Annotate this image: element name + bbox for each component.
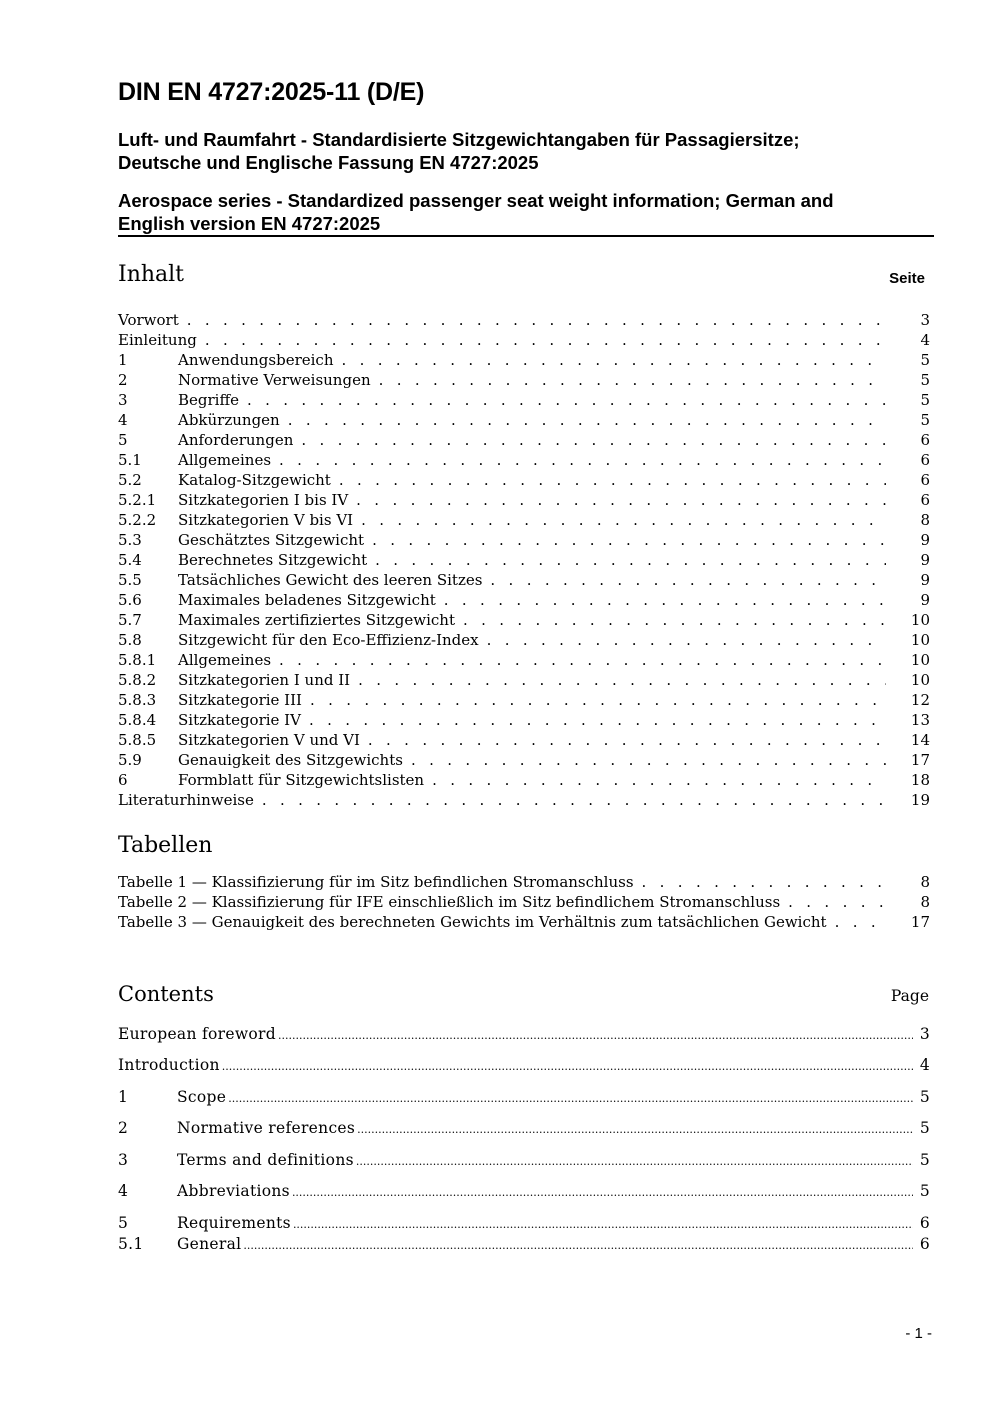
title-rule xyxy=(118,235,934,237)
table-entry-page: 8 xyxy=(920,893,930,911)
toc-leader-dots xyxy=(490,571,886,589)
toc-entry-number: 5.8.4 xyxy=(118,711,157,729)
toc-entry-title: Einleitung xyxy=(118,331,197,349)
contents-entry-page: 5 xyxy=(919,1088,930,1106)
toc-entry-page: 5 xyxy=(920,351,930,369)
contents-entry-page: 4 xyxy=(919,1056,930,1074)
toc-entry-page: 9 xyxy=(920,531,930,549)
table-entry-page: 8 xyxy=(920,873,930,891)
toc-entry-page: 9 xyxy=(920,591,930,609)
contents-entry-title: Introduction xyxy=(118,1056,220,1074)
contents-entry-title: Normative references xyxy=(177,1119,356,1137)
toc-leader-dots xyxy=(293,1218,913,1231)
toc-entry[interactable] xyxy=(118,591,930,611)
toc-leader-dots xyxy=(444,591,886,609)
table-entry-title: Tabelle 3 — Genauigkeit des berechneten Gewichts im Verhältnis zum tatsächlichen Gewicht xyxy=(118,913,827,931)
toc-entry-page: 4 xyxy=(920,331,930,349)
toc-entry-title: Sitzkategorien I und II xyxy=(178,671,351,689)
toc-entry-number: 5.8.2 xyxy=(118,671,157,689)
page-label: Page xyxy=(890,987,929,1005)
toc-entry[interactable] xyxy=(118,391,930,411)
toc-leader-dots xyxy=(835,913,886,931)
toc-entry-title: Literaturhinweise xyxy=(118,791,254,809)
toc-leader-dots xyxy=(339,471,886,489)
contents-entry-page: 5 xyxy=(919,1119,930,1137)
toc-entry-page: 12 xyxy=(910,691,930,709)
contents-entry[interactable] xyxy=(118,1119,930,1137)
toc-entry-title: Sitzkategorien I bis IV xyxy=(178,491,349,509)
toc-leader-dots xyxy=(356,1155,913,1168)
toc-leader-dots xyxy=(243,1239,913,1252)
toc-leader-dots xyxy=(788,893,886,911)
toc-entry[interactable] xyxy=(118,371,930,391)
toc-entry-number: 5.2.1 xyxy=(118,491,157,509)
toc-entry-page: 18 xyxy=(910,771,930,789)
toc-entry-page: 17 xyxy=(910,751,930,769)
document-number: DIN EN 4727:2025-11 (D/E) xyxy=(118,78,425,106)
toc-entry-page: 10 xyxy=(910,671,930,689)
toc-entry[interactable] xyxy=(118,611,930,631)
toc-entry-page: 5 xyxy=(920,411,930,429)
toc-entry[interactable] xyxy=(118,791,930,811)
toc-entry-number: 2 xyxy=(118,371,128,389)
toc-entry-page: 6 xyxy=(920,491,930,509)
toc-entry-number: 5.8 xyxy=(118,631,142,649)
contents-entry-page: 6 xyxy=(919,1214,930,1232)
english-title-line-2: English version EN 4727:2025 xyxy=(118,213,381,234)
contents-entry[interactable] xyxy=(118,1235,930,1253)
toc-entry-title: Geschätztes Sitzgewicht xyxy=(178,531,365,549)
toc-entry-page: 14 xyxy=(910,731,930,749)
toc-entry-page: 5 xyxy=(920,371,930,389)
toc-leader-dots xyxy=(642,873,886,891)
seite-label: Seite xyxy=(889,270,925,287)
table-entry[interactable] xyxy=(118,913,930,933)
toc-leader-dots xyxy=(205,331,886,349)
toc-entry-page: 6 xyxy=(920,451,930,469)
toc-entry-number: 4 xyxy=(118,411,128,429)
contents-entry[interactable] xyxy=(118,1088,930,1106)
contents-entry-number: 4 xyxy=(118,1182,129,1200)
toc-entry-page: 19 xyxy=(910,791,930,809)
toc-leader-dots xyxy=(487,631,886,649)
toc-entry-page: 9 xyxy=(920,551,930,569)
toc-entry[interactable] xyxy=(118,531,930,551)
toc-entry-number: 1 xyxy=(118,351,128,369)
toc-entry-title: Allgemeines xyxy=(178,651,272,669)
toc-entry[interactable] xyxy=(118,631,930,651)
toc-entry[interactable] xyxy=(118,731,930,751)
toc-leader-dots xyxy=(463,611,886,629)
toc-entry-number: 5.5 xyxy=(118,571,142,589)
toc-leader-dots xyxy=(372,531,886,549)
toc-entry[interactable] xyxy=(118,771,930,791)
toc-entry-number: 3 xyxy=(118,391,128,409)
german-title-line-1: Luft- und Raumfahrt - Standardisierte Sitzgewichtangaben für Passagiersitze; xyxy=(118,129,800,150)
footer-page-number: - 1 - xyxy=(905,1325,932,1342)
contents-entry-title: Requirements xyxy=(177,1214,291,1232)
toc-entry[interactable] xyxy=(118,471,930,491)
toc-leader-dots xyxy=(247,391,886,409)
german-title-line-2: Deutsche und Englische Fassung EN 4727:2025 xyxy=(118,152,539,173)
inhalt-toc xyxy=(118,311,930,811)
toc-entry-title: Normative Verweisungen xyxy=(178,371,371,389)
toc-entry-page: 13 xyxy=(910,711,930,729)
english-title-line-1: Aerospace series - Standardized passenger seat weight information; German and xyxy=(118,190,834,211)
contents-entry-number: 3 xyxy=(118,1151,129,1169)
toc-entry-page: 6 xyxy=(920,431,930,449)
table-entry-title: Tabelle 2 — Klassifizierung für IFE einschließlich im Sitz befindlichem Stromanschluss xyxy=(118,893,781,911)
toc-entry-number: 5.1 xyxy=(118,451,142,469)
contents-entry-title: Abbreviations xyxy=(177,1182,290,1200)
toc-entry-page: 10 xyxy=(910,631,930,649)
contents-entry-page: 5 xyxy=(919,1151,930,1169)
toc-entry-title: Sitzgewicht für den Eco-Effizienz-Index xyxy=(178,631,479,649)
toc-entry-page: 10 xyxy=(910,651,930,669)
toc-entry-title: Vorwort xyxy=(118,311,179,329)
toc-entry[interactable] xyxy=(118,751,930,771)
toc-leader-dots xyxy=(279,651,886,669)
toc-entry-title: Maximales zertifiziertes Sitzgewicht xyxy=(178,611,455,629)
toc-leader-dots xyxy=(187,311,886,329)
toc-leader-dots xyxy=(228,1092,913,1105)
contents-entry[interactable] xyxy=(118,1214,930,1232)
contents-entry-number: 1 xyxy=(118,1088,129,1106)
toc-entry[interactable] xyxy=(118,671,930,691)
toc-entry-title: Allgemeines xyxy=(178,451,272,469)
toc-leader-dots xyxy=(310,691,886,709)
toc-entry-title: Sitzkategorien V bis VI xyxy=(178,511,354,529)
contents-entry[interactable] xyxy=(118,1056,930,1074)
toc-entry-title: Sitzkategorie IV xyxy=(178,711,301,729)
contents-entry[interactable] xyxy=(118,1182,930,1200)
toc-entry[interactable] xyxy=(118,571,930,591)
toc-entry-number: 5.2 xyxy=(118,471,142,489)
toc-entry[interactable] xyxy=(118,311,930,331)
toc-entry-title: Genauigkeit des Sitzgewichts xyxy=(178,751,403,769)
toc-entry-title: Sitzkategorien V und VI xyxy=(178,731,360,749)
toc-entry[interactable] xyxy=(118,431,930,451)
toc-entry-number: 6 xyxy=(118,771,128,789)
inhalt-heading: Inhalt xyxy=(118,262,185,287)
english-title xyxy=(118,189,834,235)
toc-entry-title: Anwendungsbereich xyxy=(178,351,334,369)
toc-leader-dots xyxy=(411,751,886,769)
contents-entry[interactable] xyxy=(118,1025,930,1043)
contents-entry-title: Scope xyxy=(177,1088,227,1106)
contents-entry-page: 3 xyxy=(919,1025,930,1043)
toc-entry-page: 8 xyxy=(920,511,930,529)
toc-leader-dots xyxy=(358,671,886,689)
toc-leader-dots xyxy=(356,491,886,509)
toc-entry-page: 5 xyxy=(920,391,930,409)
toc-leader-dots xyxy=(309,711,886,729)
toc-entry-page: 9 xyxy=(920,571,930,589)
toc-entry[interactable] xyxy=(118,651,930,671)
toc-entry-title: Anforderungen xyxy=(178,431,294,449)
tabellen-heading: Tabellen xyxy=(118,833,213,858)
contents-entry-page: 6 xyxy=(919,1235,930,1253)
toc-leader-dots xyxy=(279,451,886,469)
toc-leader-dots xyxy=(222,1060,913,1073)
contents-entry[interactable] xyxy=(118,1151,930,1169)
contents-entry-title: General xyxy=(177,1235,242,1253)
toc-entry-number: 5.8.3 xyxy=(118,691,157,709)
toc-entry-number: 5 xyxy=(118,431,128,449)
toc-entry-title: Abkürzungen xyxy=(178,411,280,429)
toc-entry-title: Sitzkategorie III xyxy=(178,691,302,709)
toc-entry[interactable] xyxy=(118,411,930,431)
table-entry-title: Tabelle 1 — Klassifizierung für im Sitz befindlichen Stromanschluss xyxy=(118,873,634,891)
toc-leader-dots xyxy=(357,1123,913,1136)
toc-entry-page: 6 xyxy=(920,471,930,489)
toc-leader-dots xyxy=(301,431,886,449)
toc-entry[interactable] xyxy=(118,491,930,511)
toc-entry-number: 5.3 xyxy=(118,531,142,549)
toc-entry-title: Tatsächliches Gewicht des leeren Sitzes xyxy=(178,571,483,589)
toc-leader-dots xyxy=(368,731,886,749)
toc-leader-dots xyxy=(341,351,886,369)
toc-leader-dots xyxy=(361,511,886,529)
contents-entry-number: 5 xyxy=(118,1214,129,1232)
toc-leader-dots xyxy=(375,551,886,569)
toc-entry-number: 5.8.1 xyxy=(118,651,157,669)
toc-entry-number: 5.9 xyxy=(118,751,142,769)
toc-leader-dots xyxy=(292,1186,913,1199)
toc-entry-title: Berechnetes Sitzgewicht xyxy=(178,551,368,569)
toc-entry-number: 5.8.5 xyxy=(118,731,157,749)
toc-leader-dots xyxy=(288,411,886,429)
toc-entry[interactable] xyxy=(118,711,930,731)
toc-entry-title: Formblatt für Sitzgewichtslisten xyxy=(178,771,425,789)
toc-entry[interactable] xyxy=(118,451,930,471)
toc-entry[interactable] xyxy=(118,331,930,351)
tabellen-toc xyxy=(118,873,930,933)
toc-entry-number: 5.7 xyxy=(118,611,142,629)
contents-entry-number: 5.1 xyxy=(118,1235,144,1253)
toc-entry[interactable] xyxy=(118,551,930,571)
toc-entry[interactable] xyxy=(118,351,930,371)
toc-entry-page: 3 xyxy=(920,311,930,329)
toc-entry-number: 5.2.2 xyxy=(118,511,157,529)
toc-entry-number: 5.4 xyxy=(118,551,142,569)
toc-entry[interactable] xyxy=(118,691,930,711)
toc-entry-number: 5.6 xyxy=(118,591,142,609)
table-entry[interactable] xyxy=(118,893,930,913)
toc-leader-dots xyxy=(432,771,886,789)
toc-leader-dots xyxy=(379,371,886,389)
contents-heading: Contents xyxy=(118,982,214,1006)
toc-leader-dots xyxy=(278,1029,913,1042)
toc-entry-page: 10 xyxy=(910,611,930,629)
contents-entry-title: European foreword xyxy=(118,1025,276,1043)
contents-entry-page: 5 xyxy=(919,1182,930,1200)
toc-entry-title: Maximales beladenes Sitzgewicht xyxy=(178,591,436,609)
contents-entry-number: 2 xyxy=(118,1119,129,1137)
toc-entry[interactable] xyxy=(118,511,930,531)
table-entry-page: 17 xyxy=(910,913,930,931)
toc-leader-dots xyxy=(262,791,886,809)
toc-entry-title: Begriffe xyxy=(178,391,240,409)
table-entry[interactable] xyxy=(118,873,930,893)
toc-entry-title: Katalog-Sitzgewicht xyxy=(178,471,331,489)
contents-entry-title: Terms and definitions xyxy=(177,1151,354,1169)
german-title xyxy=(118,128,800,174)
